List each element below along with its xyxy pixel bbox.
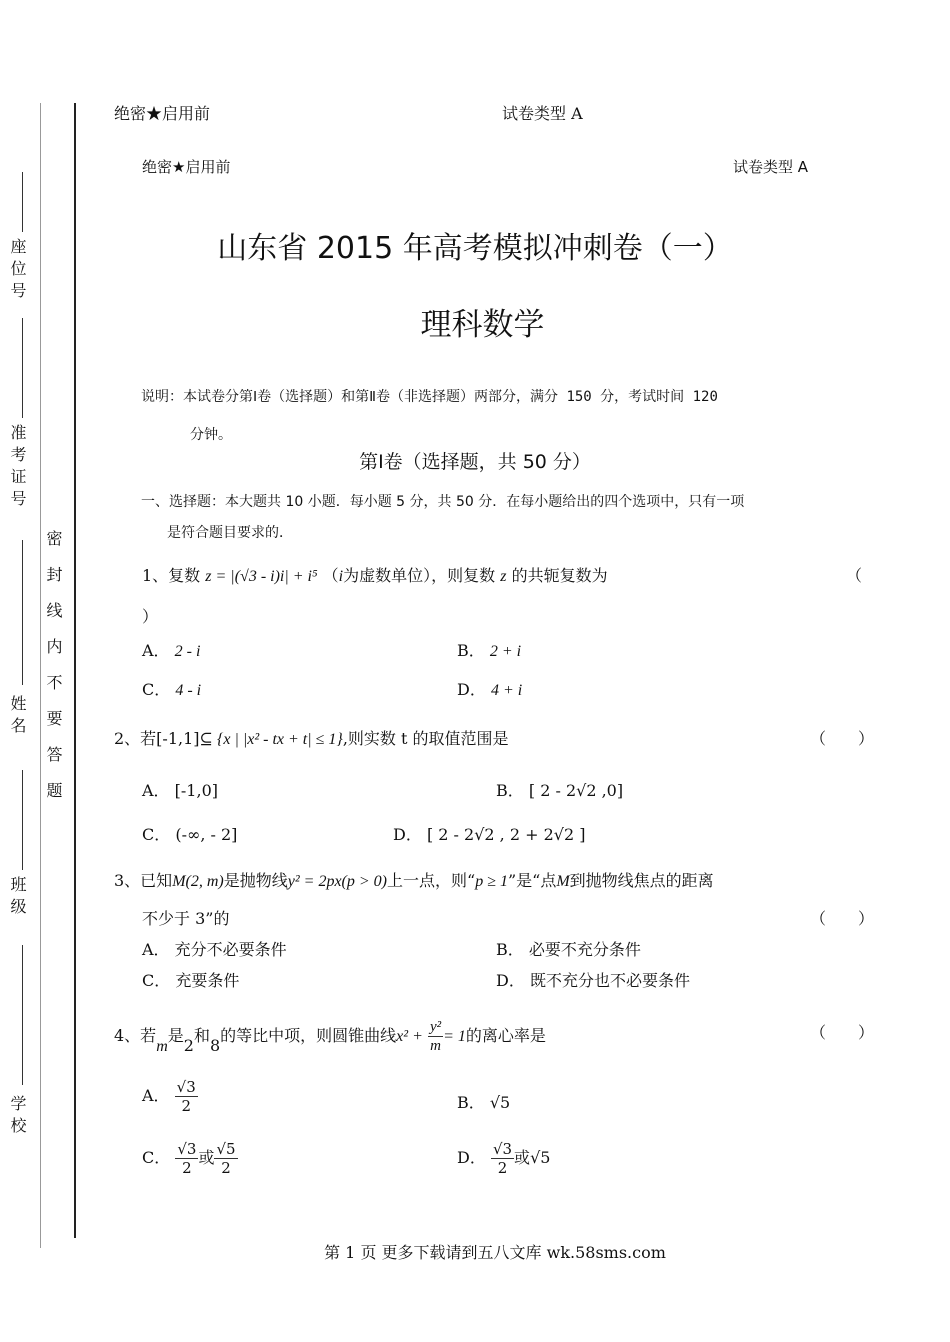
q4-answer-paren: （ ）: [810, 1023, 875, 1042]
q2-option-b: [496, 778, 623, 801]
page-footer: 第 1 页 更多下载请到五八文库 wk.58sms.com: [324, 1243, 666, 1262]
q2-number: 2、若[-1,1]: [114, 729, 200, 748]
q4-option-c: [142, 1140, 238, 1177]
q2-a-value: [-1,0]: [174, 781, 218, 800]
q1-b-value: 2 + i: [489, 643, 522, 660]
name-underline: [22, 540, 23, 685]
question-4-stem: [114, 1018, 546, 1055]
q3-option-b: [496, 937, 641, 960]
q3-c-label: C．: [142, 971, 171, 990]
section-heading: 第Ⅰ卷（选择题，共 50 分）: [359, 451, 591, 473]
q4-t3: 的等比中项，则圆锥曲线: [220, 1026, 397, 1045]
q3-c-value: 充要条件: [175, 971, 240, 990]
q3-tail3: 到抛物线焦点的距离: [569, 871, 714, 890]
q3-b-label: B．: [496, 940, 524, 959]
q2-option-a: [142, 778, 218, 801]
q1-c-label: C．: [142, 680, 171, 699]
q2-d-label: D．: [393, 825, 422, 844]
q4-eq: = 1: [443, 1028, 466, 1045]
q4-option-d: [457, 1140, 550, 1177]
q2-c-label: C．: [142, 825, 171, 844]
q4-c-den2: 2: [221, 1159, 231, 1177]
q3-number: 3、已知: [114, 871, 173, 890]
q2-a-label: A．: [142, 781, 170, 800]
q2-d-value: [ 2 - 2√2 , 2 + 2√2 ]: [426, 825, 586, 844]
q3-tail: 上一点，则“: [387, 871, 476, 890]
q1-a-label: A．: [142, 641, 170, 660]
section-intro1: 一、选择题：本大题共 10 小题．每小题 5 分，共 50 分．在每小题给出的四个选项中，只有一项: [141, 494, 745, 510]
subject-title: 理科数学: [420, 307, 545, 343]
q1-expression: z = |(√3 - i)i| + i⁵: [205, 568, 318, 585]
q1-tail3: 的共轭复数为: [511, 566, 608, 585]
q4-c-fraction-1: [175, 1140, 198, 1177]
q4-a-label: A．: [142, 1086, 170, 1105]
q1-option-b: [457, 638, 521, 661]
q4-d-value: √5: [530, 1148, 551, 1167]
seat-label: 座位号: [8, 238, 27, 304]
q4-frac-den: m: [430, 1038, 441, 1054]
q4-d-or: 或: [514, 1148, 531, 1167]
q1-option-a: [142, 638, 200, 661]
q1-c-value: 4 - i: [175, 682, 202, 699]
q4-frac-num: y²: [429, 1019, 442, 1035]
margin-thick-line: [74, 103, 76, 1238]
q1-a-value: 2 - i: [174, 643, 201, 660]
q3-answer-paren: （ ）: [810, 909, 875, 928]
q2-expression: ⊆ {x | |x² - tx + t| ≤ 1}: [199, 731, 343, 748]
q4-option-a: [142, 1078, 198, 1115]
q4-a-fraction: [175, 1078, 198, 1115]
q4-eight: 8: [209, 1036, 221, 1055]
q2-option-c: [142, 822, 237, 845]
q4-d-fraction: [491, 1140, 514, 1177]
q1-option-d: [457, 677, 522, 700]
seal-line-text: 密封线内不要答题: [44, 530, 63, 818]
q2-tail: ,则实数 t 的取值范围是: [342, 729, 509, 748]
q4-number: 4、若: [114, 1026, 157, 1045]
q3-line2: 不少于 3”的: [142, 909, 230, 928]
q3-parabola: y² = 2px(p > 0): [287, 873, 387, 890]
q4-c-num2: √5: [216, 1140, 236, 1158]
q4-t2: 和: [193, 1026, 210, 1045]
q1-number: 1、复数: [142, 566, 201, 585]
question-2-stem: [114, 726, 509, 749]
q4-b-label: B．: [457, 1093, 485, 1112]
q1-z-var: z: [500, 568, 507, 585]
exam-title: 山东省 2015 年高考模拟冲刺卷（一）: [217, 231, 733, 266]
q3-m-var: M: [556, 873, 570, 890]
question-3-stem: [114, 868, 714, 891]
school-label: 学校: [8, 1095, 27, 1139]
q1-d-value: 4 + i: [490, 682, 523, 699]
q1-tail2: 为虚数单位），则复数: [343, 566, 496, 585]
q1-b-label: B．: [457, 641, 485, 660]
q4-c-label: C．: [142, 1148, 171, 1167]
q2-c-value: (-∞, - 2]: [175, 825, 238, 844]
question-1-stem: [142, 563, 608, 586]
q1-i-var: i: [338, 568, 344, 585]
q4-m-var: m: [156, 1038, 168, 1055]
q1-d-label: D．: [457, 680, 486, 699]
header-type-2: 试卷类型 A: [733, 158, 809, 176]
q3-a-value: 充分不必要条件: [174, 940, 287, 959]
q3-tail2: ”是“点: [507, 871, 557, 890]
q4-option-b: [457, 1090, 510, 1113]
q1-answer-bracket-open: （: [846, 566, 863, 585]
q3-a-label: A．: [142, 940, 170, 959]
q4-c-or: 或: [198, 1148, 215, 1167]
q3-option-a: [142, 937, 287, 960]
q1-option-c: [142, 677, 201, 700]
q4-two: 2: [183, 1036, 194, 1055]
q4-b-value: √5: [489, 1093, 511, 1112]
q4-a-num: √3: [176, 1078, 196, 1096]
q4-c-num1: √3: [177, 1140, 197, 1158]
q3-option-d: [496, 968, 690, 991]
q4-c-fraction-2: [214, 1140, 237, 1177]
q1-answer-bracket-close: ）: [142, 607, 159, 626]
name-label: 姓名: [8, 695, 27, 739]
q2-b-label: B．: [496, 781, 524, 800]
q4-x2: x² +: [396, 1028, 423, 1045]
q3-mid: 是抛物线: [223, 871, 288, 890]
q2-option-d: [393, 822, 585, 845]
instructions-line2: 分钟。: [190, 427, 232, 443]
q3-d-value: 既不充分也不必要条件: [529, 971, 690, 990]
q3-d-label: D．: [496, 971, 525, 990]
q4-c-den1: 2: [182, 1159, 192, 1177]
q4-d-den: 2: [497, 1159, 508, 1177]
header-secret-2: 绝密★启用前: [142, 158, 231, 176]
q3-point: M(2, m): [172, 873, 224, 890]
instructions-line1: 说明：本试卷分第Ⅰ卷（选择题）和第Ⅱ卷（非选择题）两部分，满分 150 分，考试时间 120: [141, 389, 718, 405]
header-type: 试卷类型 A: [502, 104, 583, 123]
section-intro2: 是符合题目要求的．: [167, 525, 293, 541]
q3-condition: p ≥ 1: [475, 873, 508, 890]
class-underline: [22, 770, 23, 870]
q4-d-num: √3: [492, 1140, 513, 1158]
q2-b-value: [ 2 - 2√2 ,0]: [528, 781, 624, 800]
q4-a-den: 2: [181, 1097, 191, 1115]
q1-tail1: （: [322, 566, 339, 585]
header-secret: 绝密★启用前: [114, 104, 211, 123]
exam-no-label: 准考证号: [8, 424, 27, 512]
q2-answer-paren: （ ）: [810, 729, 875, 748]
q4-t1: 是: [167, 1026, 184, 1045]
q3-option-c: [142, 968, 239, 991]
q4-t4: 的离心率是: [465, 1026, 546, 1045]
class-label: 班级: [8, 876, 27, 920]
q3-b-value: 必要不充分条件: [528, 940, 641, 959]
q4-d-label: D．: [457, 1148, 486, 1167]
school-underline: [22, 945, 23, 1085]
q4-fraction: [428, 1018, 443, 1055]
